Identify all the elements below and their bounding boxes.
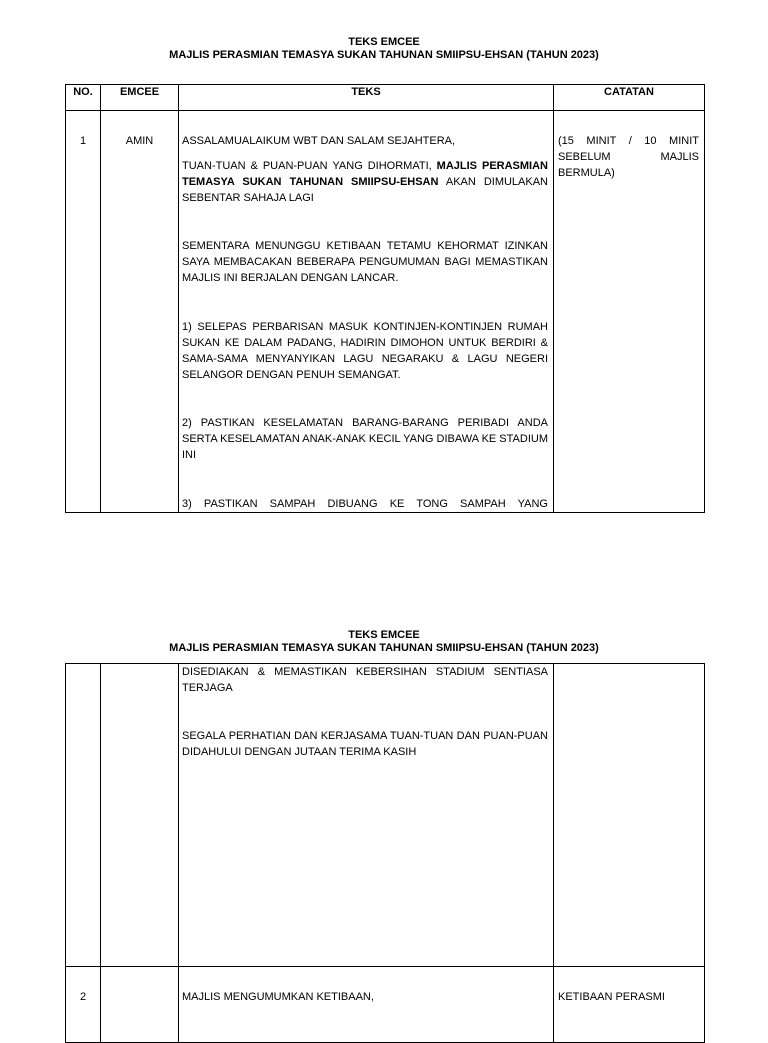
col-header-teks: TEKS bbox=[351, 86, 381, 98]
col-header-no: NO. bbox=[73, 86, 93, 98]
row1-paragraph-3: SEMENTARA MENUNGGU KETIBAAN TETAMU KEHORMAT IZINKAN SAYA MEMBACAKAN BEBERAPA PENGUMUMAN BAGI MEMASTIKAN MAJLIS INI BERJALAN DENGAN LANCAR. bbox=[182, 240, 548, 284]
row2-catatan: KETIBAAN PERASMI bbox=[558, 991, 665, 1003]
row1-paragraph-2 bbox=[182, 158, 548, 206]
row1-paragraph-4: 1) SELEPAS PERBARISAN MASUK KONTINJEN-KONTINJEN RUMAH SUKAN KE DALAM PADANG, HADIRIN DIMOHON UNTUK BERDIRI & SAMA-SAMA MENYANYIKAN LAGU NEGARAKU & LAGU NEGERI SELANGOR DENGAN PENUH SEMANGAT. bbox=[182, 321, 548, 381]
col-header-catatan: CATATAN bbox=[604, 86, 654, 98]
page2-title: TEKS EMCEE bbox=[348, 629, 420, 641]
page2-table bbox=[65, 663, 705, 1043]
continued-paragraph-1: DISEDIAKAN & MEMASTIKAN KEBERSIHAN STADIUM SENTIASA TERJAGA bbox=[182, 666, 548, 694]
page1-title: TEKS EMCEE bbox=[348, 36, 420, 48]
page2-subtitle: MAJLIS PERASMIAN TEMASYA SUKAN TAHUNAN SMIIPSU-EHSAN (TAHUN 2023) bbox=[169, 642, 599, 654]
col-header-emcee: EMCEE bbox=[119, 86, 160, 98]
page1-table bbox=[65, 84, 705, 513]
row1-p2-intro: TUAN-TUAN & PUAN-PUAN YANG DIHORMATI, bbox=[182, 160, 432, 172]
row2-teks: MAJLIS MENGUMUMKAN KETIBAAN, bbox=[182, 991, 374, 1003]
row1-p2-end: AKAN DIMULAKAN SEBENTAR SAHAJA LAGI bbox=[182, 176, 548, 204]
continued-paragraph-2: SEGALA PERHATIAN DAN KERJASAMA TUAN-TUAN DAN PUAN-PUAN DIDAHULUI DENGAN JUTAAN TERIMA KASIH bbox=[182, 730, 548, 758]
row2-no: 2 bbox=[79, 991, 87, 1003]
row1-catatan: (15 MINIT / 10 MINIT SEBELUM MAJLIS BERMULA) bbox=[558, 135, 699, 179]
page1-subtitle: MAJLIS PERASMIAN TEMASYA SUKAN TAHUNAN SMIIPSU-EHSAN (TAHUN 2023) bbox=[169, 49, 599, 61]
row1-no: 1 bbox=[79, 135, 87, 147]
row1-greeting: ASSALAMUALAIKUM WBT DAN SALAM SEJAHTERA, bbox=[182, 135, 456, 147]
row1-emcee: AMIN bbox=[125, 135, 154, 147]
row1-p2-bold: MAJLIS PERASMIAN TEMASYA SUKAN TAHUNAN SMIIPSU-EHSAN bbox=[182, 160, 548, 188]
row1-paragraph-6: 3) PASTIKAN SAMPAH DIBUANG KE TONG SAMPAH YANG bbox=[182, 498, 548, 510]
row1-paragraph-5: 2) PASTIKAN KESELAMATAN BARANG-BARANG PERIBADI ANDA SERTA KESELAMATAN ANAK-ANAK KECIL YANG DIBAWA KE STADIUM INI bbox=[182, 417, 548, 461]
